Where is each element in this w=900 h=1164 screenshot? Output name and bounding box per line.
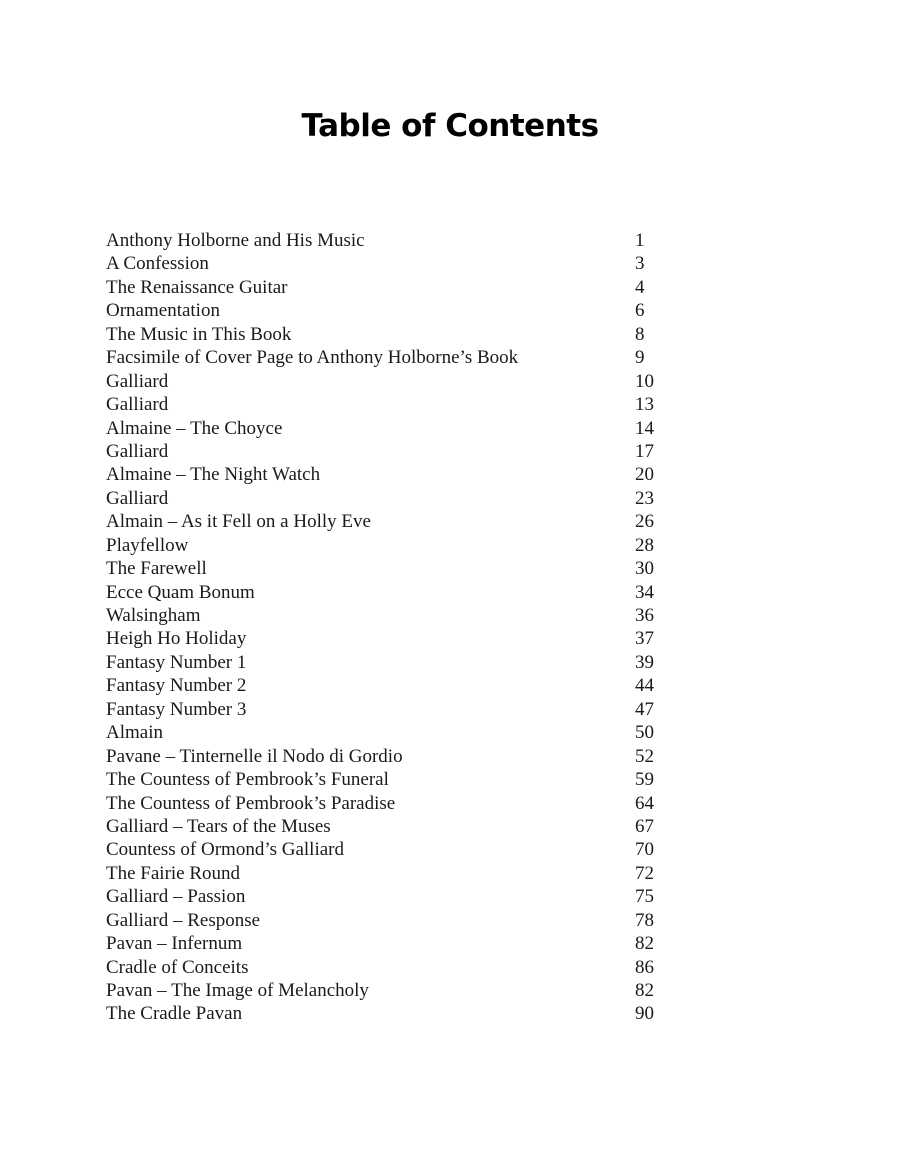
toc-entry-row xyxy=(106,768,666,791)
toc-entry-page-number: 75 xyxy=(635,886,654,908)
toc-entry-row xyxy=(106,557,666,580)
toc-entry-title: Walsingham xyxy=(106,605,201,626)
toc-entry-page-number: 67 xyxy=(635,815,654,837)
toc-entry-title: Fantasy Number 2 xyxy=(106,675,247,697)
toc-entry-page-number: 10 xyxy=(635,370,654,392)
toc-entry-row xyxy=(106,815,666,838)
toc-entry-page-number: 50 xyxy=(635,722,654,744)
toc-entry-row xyxy=(106,510,666,533)
toc-entry-page-number: 6 xyxy=(635,300,645,322)
toc-entry-title: Galliard xyxy=(106,487,169,509)
toc-entry-page-number: 8 xyxy=(635,323,645,345)
toc-entry-title: Ecce Quam Bonum xyxy=(106,581,255,603)
toc-entry-row xyxy=(106,698,666,721)
toc-entry-title: Facsimile of Cover Page to Anthony Holborne’s Book xyxy=(106,347,519,369)
toc-entry-row xyxy=(106,346,666,369)
toc-entry-title: Almaine – The Night Watch xyxy=(106,464,321,486)
toc-entry-page-number: 86 xyxy=(635,956,654,978)
toc-entry-page-number: 59 xyxy=(635,769,654,791)
toc-entry-title: Galliard – Passion xyxy=(106,886,246,908)
toc-entry-title: Playfellow xyxy=(106,534,189,556)
toc-entry-page-number: 44 xyxy=(635,675,654,697)
toc-entry-page-number: 4 xyxy=(635,276,645,298)
toc-entry-row xyxy=(106,1002,666,1025)
toc-entry-page-number: 20 xyxy=(635,464,654,486)
toc-entry-row xyxy=(106,323,666,346)
toc-entry-row xyxy=(106,956,666,979)
toc-entry-title: The Renaissance Guitar xyxy=(106,276,288,298)
toc-entry-page-number: 13 xyxy=(635,394,654,416)
toc-entry-row xyxy=(106,393,666,416)
toc-entry-title: Almain xyxy=(106,722,163,744)
toc-entry-row xyxy=(106,792,666,815)
toc-entry-title: Galliard xyxy=(106,394,169,416)
toc-entry-page-number: 26 xyxy=(635,511,654,533)
toc-entry-page-number: 3 xyxy=(635,253,645,275)
toc-entry-row xyxy=(106,838,666,861)
toc-entry-page-number: 36 xyxy=(635,605,654,626)
toc-entry-row xyxy=(106,417,666,440)
toc-entry-title: Galliard xyxy=(106,440,169,462)
toc-entry-title: Pavane – Tinternelle il Nodo di Gordio xyxy=(106,745,403,767)
toc-entry-page-number: 37 xyxy=(635,628,654,650)
toc-entry-row xyxy=(106,370,666,393)
toc-entry-row xyxy=(106,745,666,768)
toc-entry-row xyxy=(106,229,666,252)
toc-entry-title: Galliard – Tears of the Muses xyxy=(106,815,331,837)
toc-entry-row xyxy=(106,299,666,322)
toc-entry-row xyxy=(106,909,666,932)
toc-entry-title: Galliard xyxy=(106,370,169,392)
toc-entry-page-number: 28 xyxy=(635,534,654,556)
toc-entry-title: Almaine – The Choyce xyxy=(106,417,283,439)
toc-entry-row xyxy=(106,463,666,486)
toc-entry-row xyxy=(106,721,666,744)
toc-entry-row xyxy=(106,534,666,557)
toc-entry-page-number: 47 xyxy=(635,698,654,720)
toc-entry-title: The Countess of Pembrook’s Funeral xyxy=(106,769,389,791)
toc-entry-title: The Cradle Pavan xyxy=(106,1003,243,1025)
table-of-contents-list xyxy=(106,229,666,1026)
page-title: Table of Contents xyxy=(301,108,599,144)
toc-entry-row xyxy=(106,487,666,510)
toc-entry-row xyxy=(106,252,666,275)
toc-entry-page-number: 14 xyxy=(635,417,654,439)
toc-entry-page-number: 78 xyxy=(635,909,654,931)
toc-entry-row xyxy=(106,862,666,885)
toc-entry-page-number: 23 xyxy=(635,487,654,509)
toc-entry-row xyxy=(106,581,666,604)
toc-entry-title: Ornamentation xyxy=(106,300,220,322)
toc-entry-row xyxy=(106,440,666,463)
toc-entry-page-number: 1 xyxy=(635,230,645,251)
toc-entry-title: Galliard – Response xyxy=(106,909,261,931)
toc-entry-page-number: 34 xyxy=(635,581,654,603)
toc-entry-title: Fantasy Number 3 xyxy=(106,698,247,720)
toc-entry-row xyxy=(106,604,666,627)
toc-entry-title: The Countess of Pembrook’s Paradise xyxy=(106,792,396,814)
toc-entry-title: Heigh Ho Holiday xyxy=(106,628,247,650)
toc-entry-page-number: 17 xyxy=(635,440,654,462)
toc-entry-title: Pavan – Infernum xyxy=(106,933,243,955)
toc-entry-row xyxy=(106,885,666,908)
toc-entry-row xyxy=(106,979,666,1002)
toc-entry-title: Almain – As it Fell on a Holly Eve xyxy=(106,511,371,533)
toc-entry-row xyxy=(106,674,666,697)
toc-entry-title: The Farewell xyxy=(106,558,207,580)
toc-entry-page-number: 9 xyxy=(635,347,645,369)
toc-entry-page-number: 72 xyxy=(635,862,654,884)
toc-entry-title: Fantasy Number 1 xyxy=(106,651,247,673)
toc-entry-title: Countess of Ormond’s Galliard xyxy=(106,839,345,861)
toc-entry-page-number: 82 xyxy=(635,933,654,955)
toc-entry-page-number: 70 xyxy=(635,839,654,861)
toc-entry-title: The Music in This Book xyxy=(106,323,292,345)
toc-entry-page-number: 82 xyxy=(635,980,654,1001)
toc-entry-title: Anthony Holborne and His Music xyxy=(106,230,365,251)
toc-entry-title: Cradle of Conceits xyxy=(106,956,249,978)
toc-entry-page-number: 64 xyxy=(635,792,654,814)
toc-entry-row xyxy=(106,276,666,299)
toc-entry-page-number: 52 xyxy=(635,745,654,767)
toc-entry-row xyxy=(106,651,666,674)
toc-entry-row xyxy=(106,627,666,650)
toc-entry-title: A Confession xyxy=(106,253,209,275)
toc-entry-page-number: 30 xyxy=(635,558,654,580)
toc-entry-title: The Fairie Round xyxy=(106,862,241,884)
toc-entry-page-number: 90 xyxy=(635,1003,654,1025)
toc-entry-row xyxy=(106,932,666,955)
toc-entry-title: Pavan – The Image of Melancholy xyxy=(106,980,369,1001)
toc-entry-page-number: 39 xyxy=(635,651,654,673)
